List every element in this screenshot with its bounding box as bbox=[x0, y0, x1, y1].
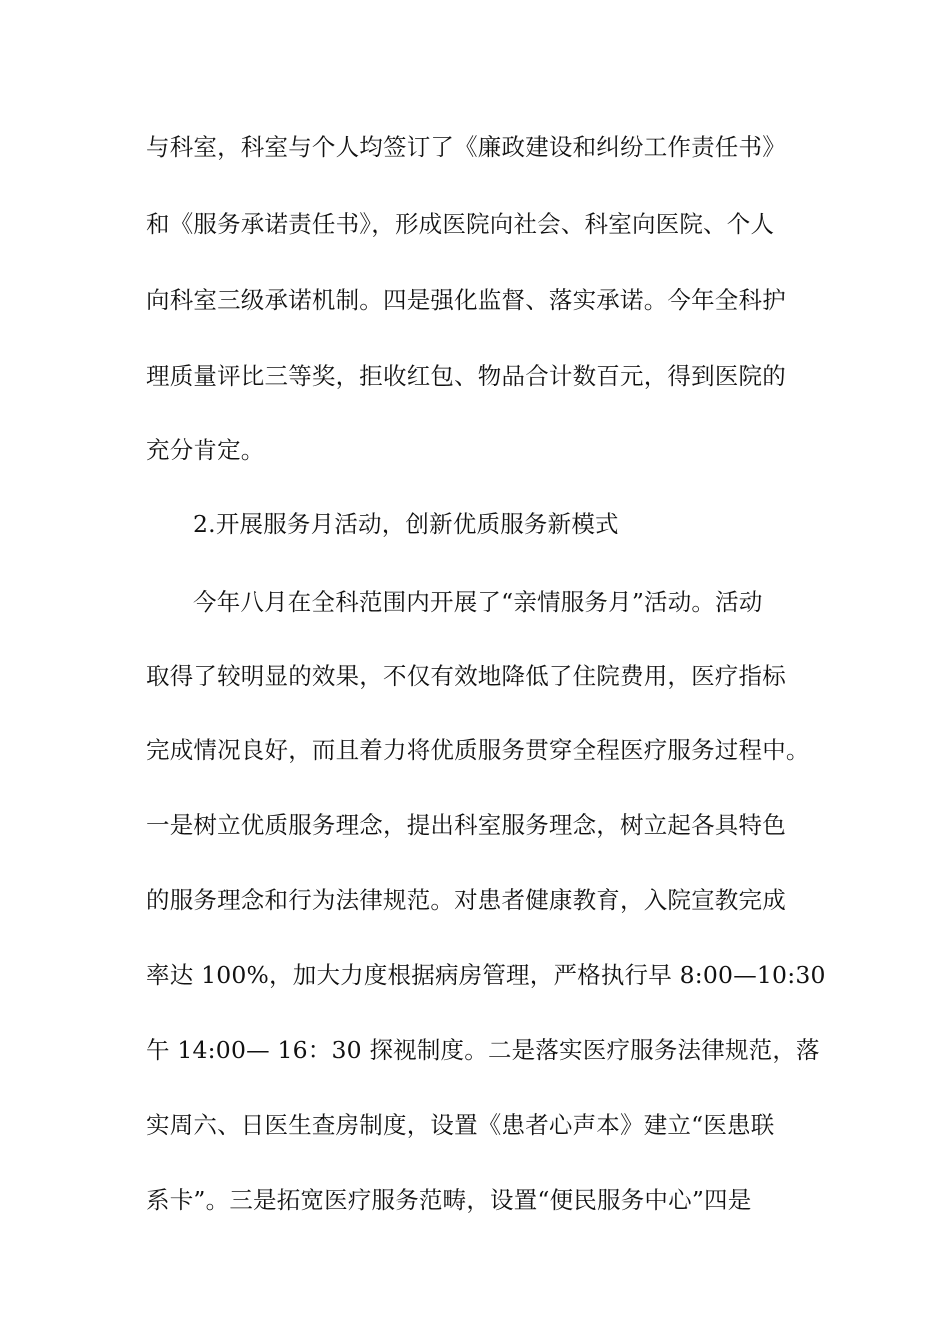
paragraph-line: 和《服务承诺责任书》，形成医院向社会、科室向医院、个人 bbox=[146, 210, 775, 238]
paragraph-line: 一是树立优质服务理念，提出科室服务理念，树立起各具特色 bbox=[146, 811, 786, 839]
paragraph-line: 系卡”。三是拓宽医疗服务范畴，设置“便民服务中心”四是 bbox=[146, 1186, 752, 1214]
paragraph-line: 实周六、日医生查房制度，设置《患者心声本》建立“医患联 bbox=[146, 1111, 775, 1139]
paragraph-line: 理质量评比三等奖，拒收红包、物品合计数百元，得到医院的 bbox=[146, 362, 786, 390]
paragraph-line: 今年八月在全科范围内开展了“亲情服务月”活动。活动 bbox=[193, 588, 763, 616]
paragraph-line: 与科室，科室与个人均签订了《廉政建设和纠纷工作责任书》 bbox=[146, 133, 786, 161]
section-heading: 2.开展服务月活动，创新优质服务新模式 bbox=[193, 510, 619, 538]
paragraph-line: 取得了较明显的效果，不仅有效地降低了住院费用，医疗指标 bbox=[146, 662, 786, 690]
paragraph-line: 午 14:00— 16：30 探视制度。二是落实医疗服务法律规范，落 bbox=[146, 1036, 820, 1064]
paragraph-line: 完成情况良好，而且着力将优质服务贯穿全程医疗服务过程中。 bbox=[146, 736, 810, 764]
paragraph-line: 率达 100%，加大力度根据病房管理，严格执行早 8:00—10:30 bbox=[146, 961, 826, 989]
paragraph-line: 充分肯定。 bbox=[146, 436, 265, 464]
paragraph-line: 的服务理念和行为法律规范。对患者健康教育，入院宣教完成 bbox=[146, 886, 786, 914]
paragraph-line: 向科室三级承诺机制。四是强化监督、落实承诺。今年全科护 bbox=[146, 286, 786, 314]
